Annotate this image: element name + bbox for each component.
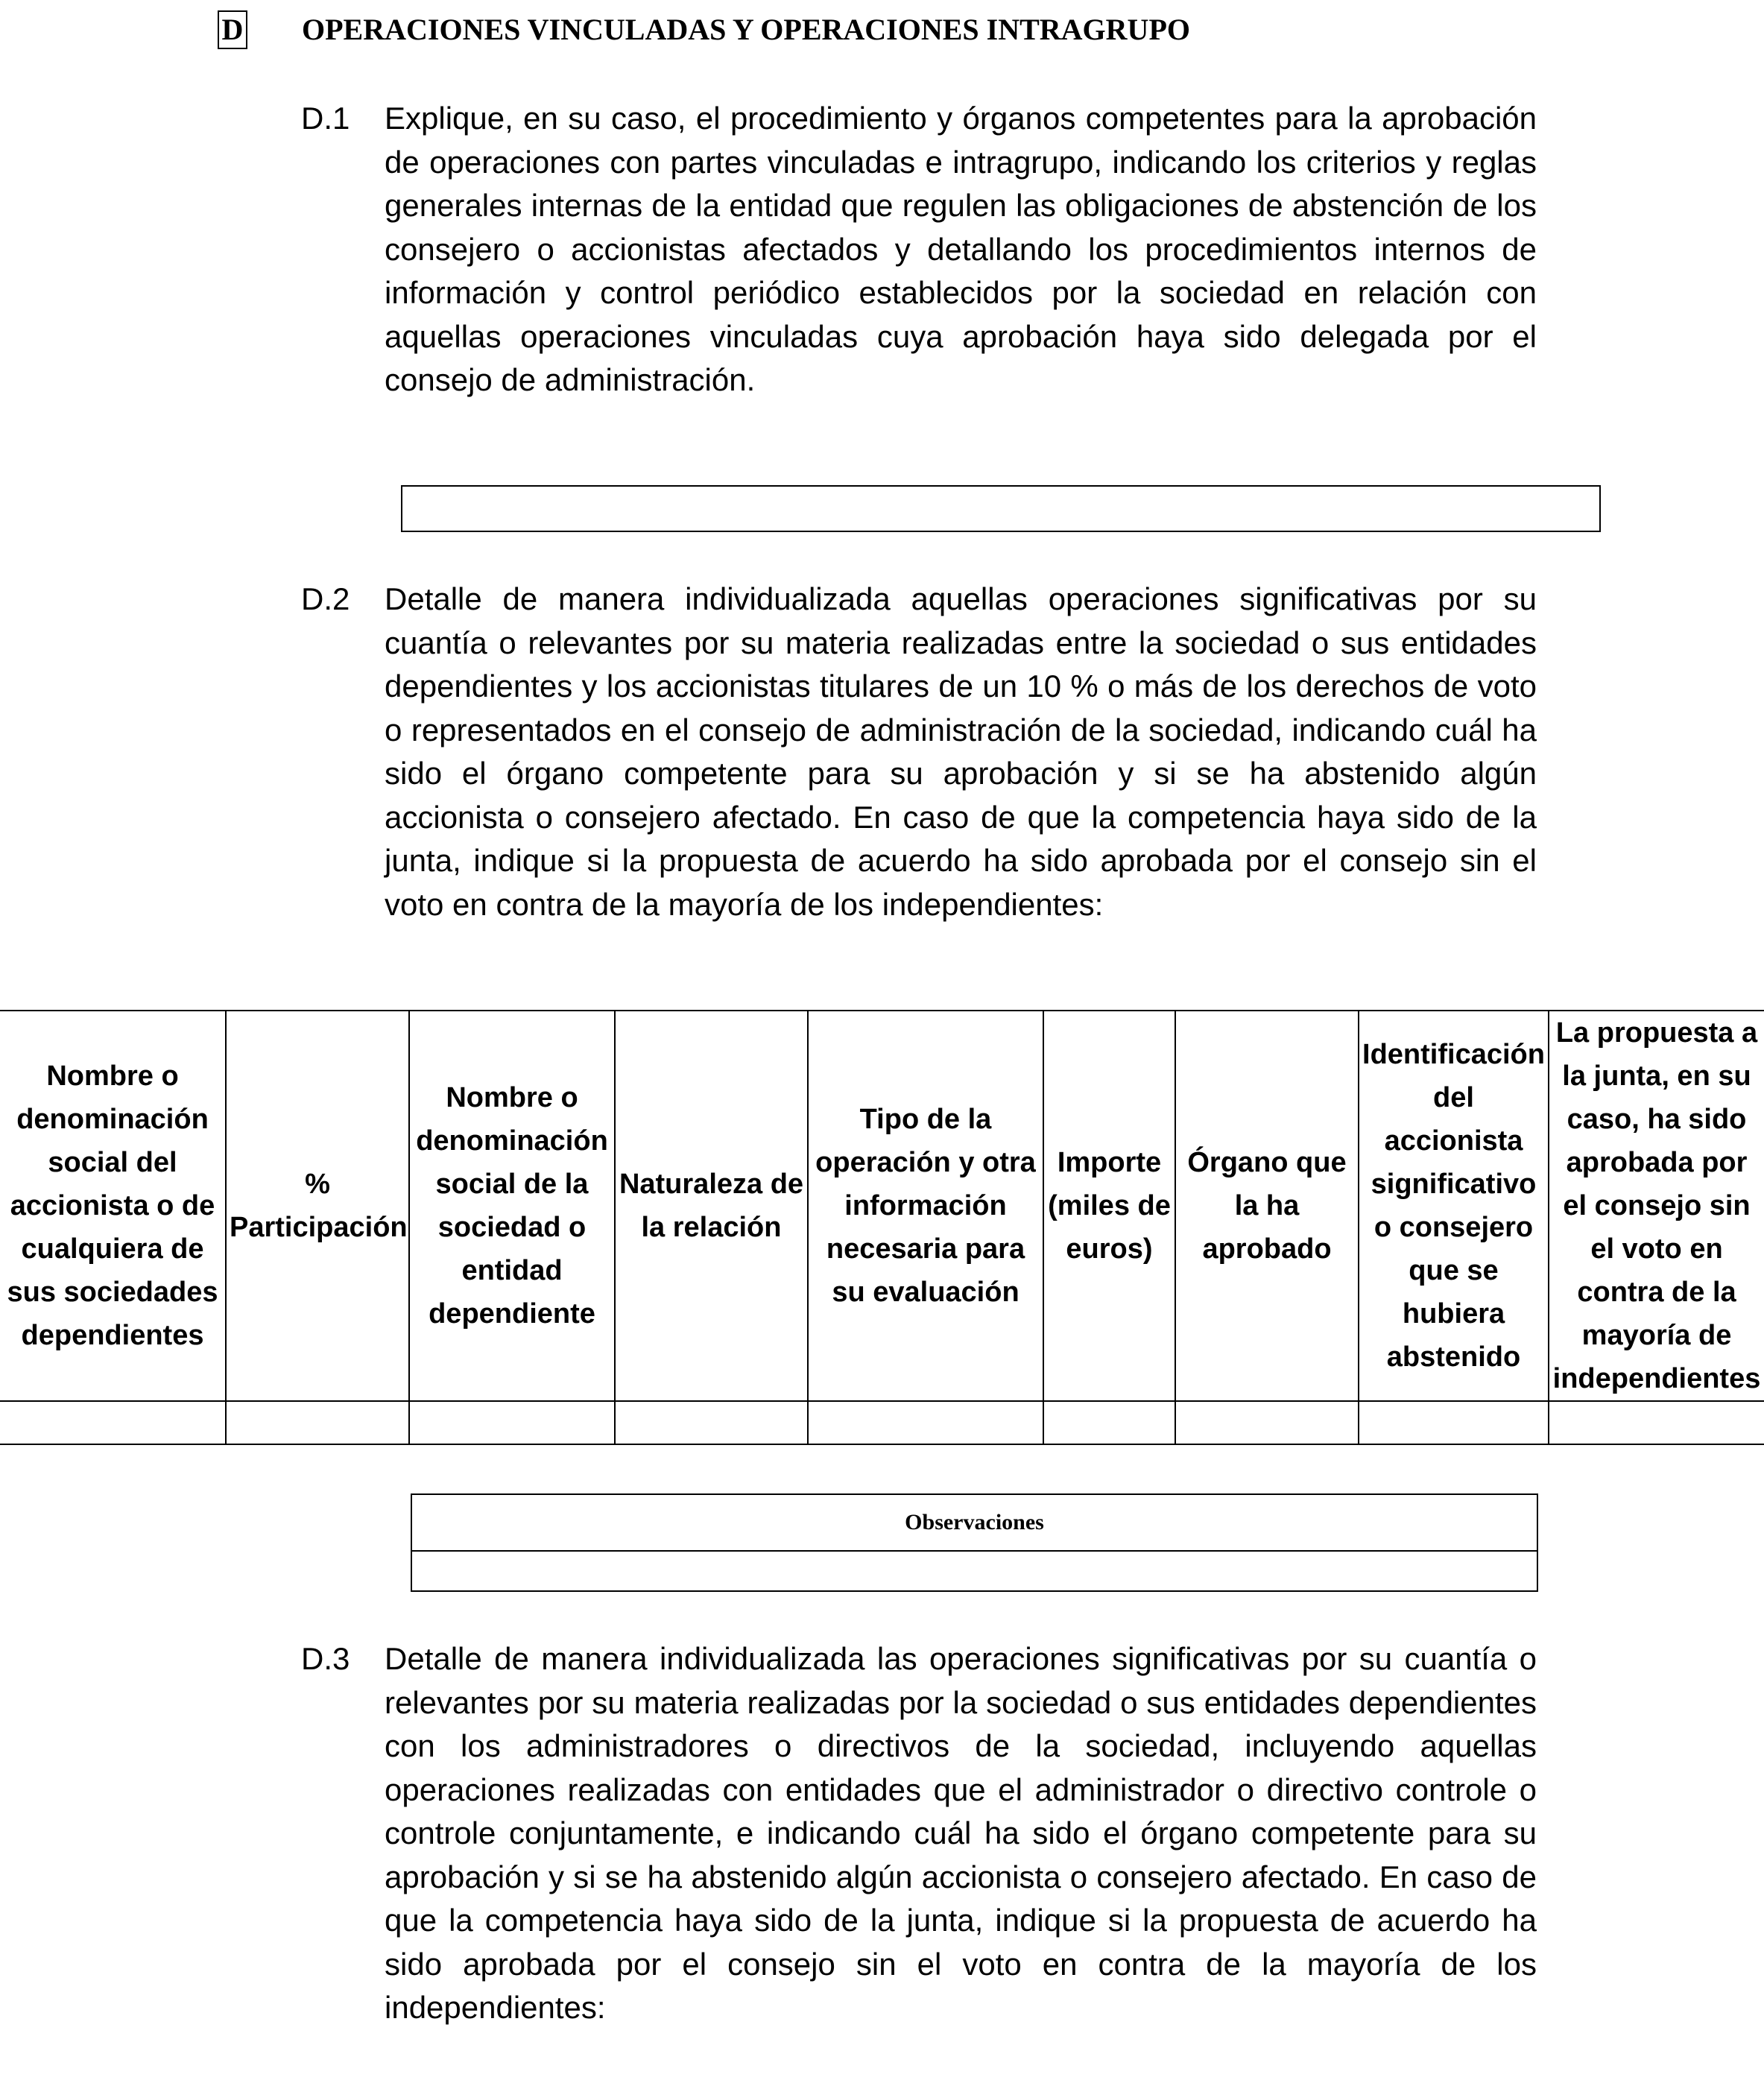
table-cell[interactable] (615, 1401, 808, 1444)
related-party-operations-table (0, 1010, 1764, 1445)
table-cell[interactable] (808, 1401, 1043, 1444)
question-number-d1: D.1 (301, 101, 350, 136)
header-proposal-approval: La propuesta a la junta, en su caso, ha sido aprobada por el consejo sin el voto en contra de la mayoría de independientes (1549, 1011, 1764, 1401)
header-amount: Importe (miles de euros) (1043, 1011, 1175, 1401)
table-row (0, 1401, 1764, 1444)
question-text-d1: Explique, en su caso, el procedimiento y órganos competentes para la aprobación de operaciones con partes vinculadas e intragrupo, indicando los criterios y reglas generales internas de la entidad que regulen las obligaciones de abstención de los consejero o accionistas afectados y detallando los procedimientos internos de información y control periódico establecidos por la sociedad en relación con aquellas operaciones vinculadas cuya aprobación haya sido delegada por el consejo de administración. (385, 101, 1537, 397)
header-operation-type: Tipo de la operación y otra información necesaria para su evaluación (808, 1011, 1043, 1401)
question-text-d3: Detalle de manera individualizada las operaciones significativas por su cuantía o relevantes por su materia realizadas por la sociedad o sus entidades dependientes con los administradores o directivos de la sociedad, incluyendo aquellas operaciones realizadas con entidades que el administrador o directivo controle o controle conjuntamente, e indicando cuál ha sido el órgano competente para su aprobación y si se ha abstenido algún accionista o consejero afectado. En caso de que la competencia haya sido de la junta, indique si la propuesta de acuerdo ha sido aprobada por el consejo sin el voto en contra de la mayoría de los independientes: (385, 1641, 1537, 2025)
header-approving-body: Órgano que la ha aprobado (1175, 1011, 1359, 1401)
section-title: OPERACIONES VINCULADAS Y OPERACIONES INTRAGRUPO (302, 13, 1190, 46)
header-abstained-identification: Identificación del accionista significativo o consejero que se hubiera abstenido (1359, 1011, 1549, 1401)
table-cell[interactable] (0, 1401, 226, 1444)
table-cell[interactable] (1549, 1401, 1764, 1444)
section-letter-box: D (218, 10, 247, 49)
question-text-d2: Detalle de manera individualizada aquellas operaciones significativas por su cuantía o relevantes por su materia realizadas entre la sociedad o sus entidades dependientes y los accionistas titulares de un 10 % o más de los derechos de voto o representados en el consejo de administración de la sociedad, indicando cuál ha sido el órgano competente para su aprobación y si se ha abstenido algún accionista o consejero afectado. En caso de que la competencia haya sido de la junta, indique si la propuesta de acuerdo ha sido aprobada por el consejo sin el voto en contra de la mayoría de los independientes: (385, 581, 1537, 922)
table-cell[interactable] (1359, 1401, 1549, 1444)
header-company-name: Nombre o denominación social de la sociedad o entidad dependiente (409, 1011, 615, 1401)
header-participation: % Participación (226, 1011, 409, 1401)
header-shareholder-name: Nombre o denominación social del accionista o de cualquiera de sus sociedades dependientes (0, 1011, 226, 1401)
question-number-d2: D.2 (301, 581, 350, 616)
observations-field[interactable] (412, 1552, 1537, 1590)
observations-box (411, 1493, 1538, 1592)
table-cell[interactable] (409, 1401, 615, 1444)
table-cell[interactable] (226, 1401, 409, 1444)
table-header-row (0, 1011, 1764, 1401)
table-cell[interactable] (1175, 1401, 1359, 1444)
observations-label: Observaciones (412, 1495, 1537, 1552)
header-relationship-nature: Naturaleza de la relación (615, 1011, 808, 1401)
answer-box-d1[interactable] (401, 485, 1601, 532)
question-number-d3: D.3 (301, 1641, 350, 1676)
table-cell[interactable] (1043, 1401, 1175, 1444)
